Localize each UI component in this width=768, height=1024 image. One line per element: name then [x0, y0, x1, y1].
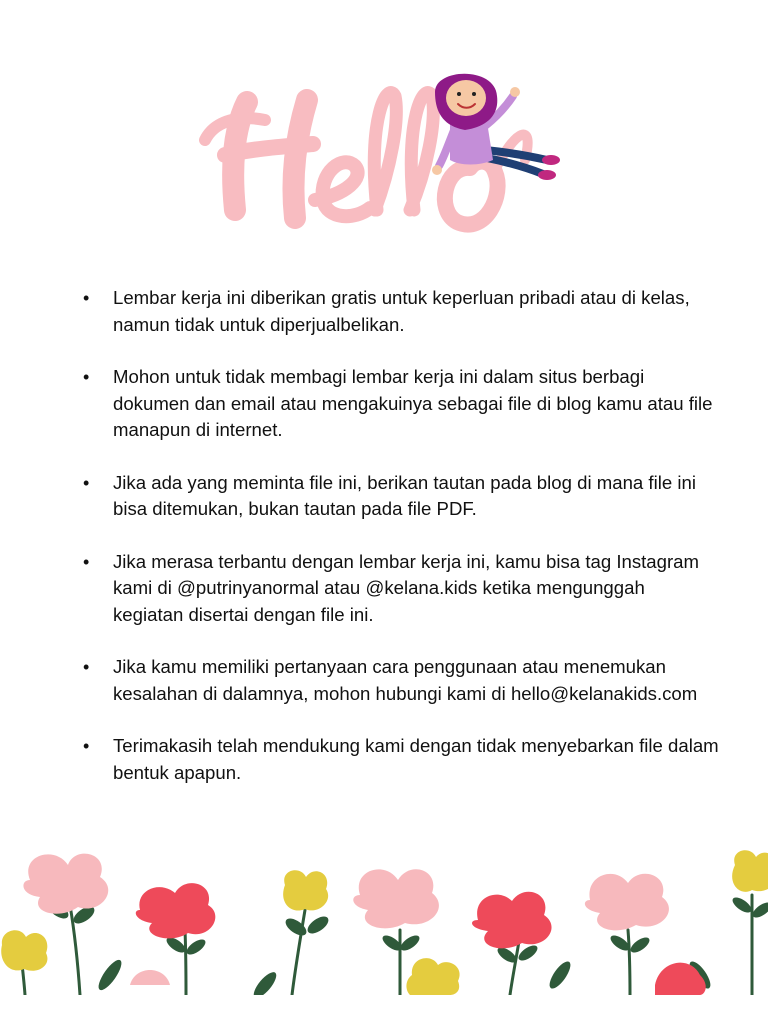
list-item — [80, 654, 720, 707]
list-item — [80, 285, 720, 338]
list-item — [80, 364, 720, 444]
terms-list — [80, 285, 720, 812]
list-item — [80, 733, 720, 786]
list-item — [80, 470, 720, 523]
list-item — [80, 549, 720, 629]
hello-header-art — [195, 60, 575, 250]
list-item-text: Mohon untuk tidak membagi lembar kerja ini dalam situs berbagi dokumen dan email atau mengakuinya sebagai file di blog kamu atau file manapun di internet. — [113, 366, 713, 440]
list-item-text: Terimakasih telah mendukung kami dengan tidak menyebarkan file dalam bentuk apapun. — [113, 735, 719, 783]
flower-border-icon — [0, 835, 768, 995]
list-item-text: Jika kamu memiliki pertanyaan cara penggunaan atau menemukan kesalahan di dalamnya, mohon hubungi kami di hello@kelanakids.com — [113, 656, 698, 704]
list-item-text: Jika merasa terbantu dengan lembar kerja ini, kamu bisa tag Instagram kami di @putrinyanormal atau @kelana.kids ketika mengunggah kegiatan disertai dengan file ini. — [113, 550, 700, 625]
list-item-text: Jika ada yang meminta file ini, berikan tautan pada blog di mana file ini bisa ditemukan, bukan tautan pada file PDF. — [113, 471, 696, 519]
list-item-text: Lembar kerja ini diberikan gratis untuk keperluan pribadi atau di kelas, namun tidak untuk diperjualbelikan. — [113, 287, 690, 335]
